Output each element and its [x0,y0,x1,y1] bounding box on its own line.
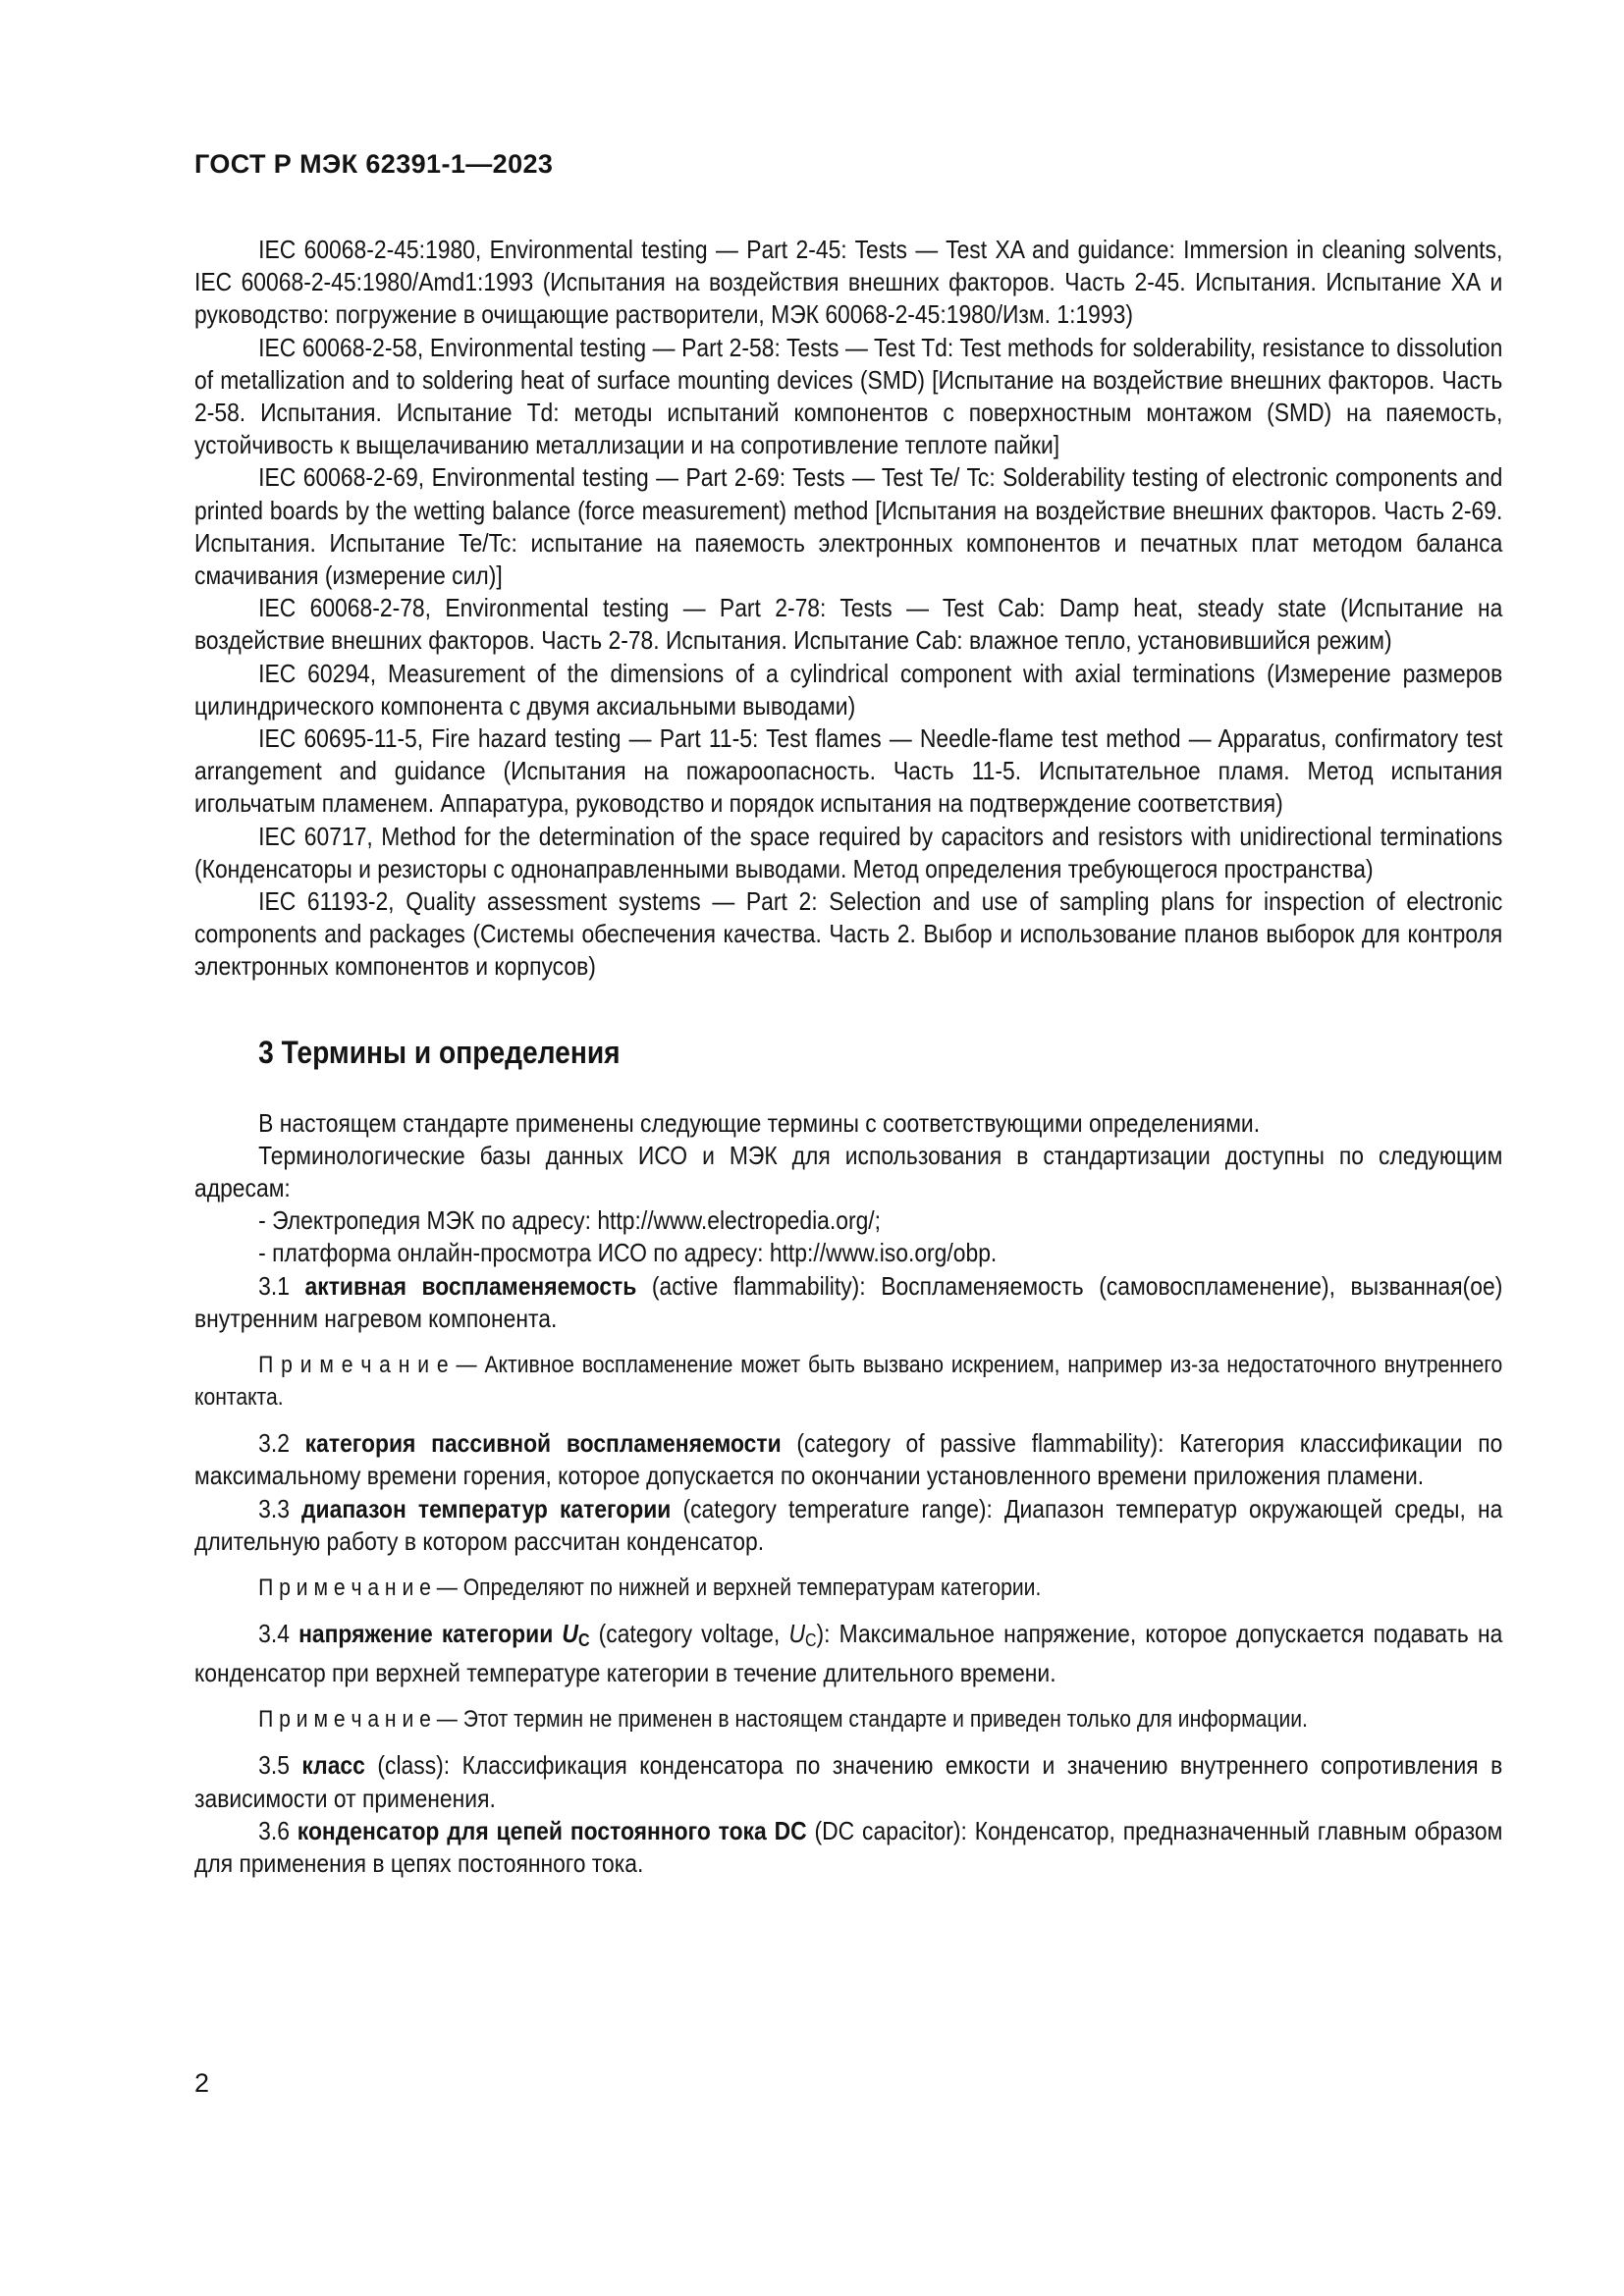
text-segment-b: напряжение категории [298,1618,563,1648]
text-segment: IEC 60695-11-5, Fire hazard testing — Part 11-5: Test flames — Needle-flame test method — Apparatus, confirmatory test arrangement and guidance (Испытания на пожароопасность. Часть 11-5. Испытательное пламя. Метод испытания игольчатым пламенем. Аппаратура, руководство и порядок испытания на подтверждение соответствия) [194,723,1503,819]
text-segment: (category temperature range): Диапазон температур окружающей среды, на длительную работу в котором рассчитан конденсатор. [194,1493,1503,1556]
text-segment: IEC 60294, Measurement of the dimensions of a cylindrical component with axial terminations (Измерение размеров цилиндрического компонента с двумя аксиальными выводами) [194,658,1503,721]
text-segment-i: U [788,1618,805,1648]
text-segment: — Определяют по нижней и верхней температурам категории. [430,1574,1042,1601]
text-segment-b: активная воспламеняемость [304,1270,637,1301]
text-segment: IEC 60068-2-45:1980, Environmental testing — Part 2-45: Tests — Test XA and guidance: Immersion in cleaning solvents, IEC 60068-2-45:1980/Amd1:1993 (Испытания на воздействия внешних факторов. Часть 2-45. Испытания. Испытание ХА и руководство: погружение в очищающие растворители, МЭК 60068-2-45:1980/Изм. 1:1993) [194,235,1503,330]
text-segment: — Активное воспламенение может быть вызвано искрением, например из-за недостаточного внутреннего контакта. [194,1352,1503,1412]
text-segment: IEC 60068-2-58, Environmental testing — Part 2-58: Tests — Test Td: Test methods for solderability, resistance to dissolution of metallization and to soldering heat of surface mounting devices (SMD) [Испытание на воздействие внешних факторов. Часть 2-58. Испытания. Испытание Td: методы испытаний компонентов с поверхностным монтажом (SMD) на паяемость, устойчивость к выщелачиванию металлизации и на сопротивление теплоте пайки] [194,332,1503,460]
list-item [194,1237,1502,1269]
text-segment: П р и м е ч а н и е [258,1352,449,1379]
text-segment: (active flammability): Воспламеняемость (самовоспламенение), вызванная(ое) внутренним нагревом компонента. [194,1270,1503,1333]
reference-paragraph [194,821,1502,885]
reference-paragraph [194,332,1502,462]
text-segment-b: конденсатор для цепей постоянного тока DC [297,1815,807,1845]
text-segment: 3 Термины и определения [258,1034,621,1070]
text-segment: 3.1 [258,1270,305,1301]
text-segment: 3.6 [258,1815,298,1845]
text-segment: (class): Классификация конденсатора по значению емкости и значению внутреннего сопротивления в зависимости от применения. [194,1750,1503,1813]
term-definition-paragraph [194,1427,1502,1492]
text-segment: 3.5 [258,1750,302,1781]
note-paragraph [194,1703,1502,1735]
reference-paragraph [194,722,1502,821]
section-heading [194,1035,1502,1070]
text-segment-b: диапазон температур категории [301,1493,672,1523]
text-segment-sub: C [804,1629,817,1650]
text-segment-b-sub: C [577,1629,590,1650]
term-definition-paragraph [194,1618,1502,1689]
body-paragraph [194,1107,1502,1140]
text-segment: (category of passive flammability): Категория классификации по максимальному времени горения, которое допускается по окончании установленного времени приложения пламени. [194,1428,1503,1491]
term-definition-paragraph [194,1815,1502,1880]
text-segment: 3.2 [258,1428,305,1459]
page-number: 2 [194,2068,210,2098]
text-segment: - платформа онлайн-просмотра ИСО по адресу: http://www.iso.org/obp. [258,1238,998,1268]
text-segment: (category voltage, [589,1618,789,1648]
document-content [194,234,1502,1880]
text-segment: — Этот термин не применен в настоящем стандарте и приведен только для информации. [430,1706,1308,1734]
text-segment: П р и м е ч а н и е [258,1574,431,1601]
text-segment: IEC 60068-2-78, Environmental testing — Part 2-78: Tests — Test Cab: Damp heat, steady state (Испытание на воздействие внешних факторов. Часть 2-78. Испытания. Испытание Cab: влажное тепло, установившийся режим) [194,593,1503,656]
list-item [194,1204,1502,1237]
text-segment: Терминологические базы данных ИСО и МЭК для использования в стандартизации доступны по следующим адресам: [194,1140,1503,1203]
text-segment-b: категория пассивной воспламеняемости [304,1428,782,1459]
text-segment: IEC 61193-2, Quality assessment systems — Part 2: Selection and use of sampling plans for inspection of electronic components and packages (Системы обеспечения качества. Часть 2. Выбор и использование планов выборок для контроля электронных компонентов и корпусов) [194,886,1503,982]
text-segment: IEC 60068-2-69, Environmental testing — Part 2-69: Tests — Test Te/ Tc: Solderability testing of electronic components and printed boards by the wetting balance (force measurement) method [Испытания на воздействие внешних факторов. Часть 2-69. Испытания. Испытание Te/Tc: испытание на паяемость электронных компонентов и печатных плат методом баланса смачивания (измерение сил)] [194,462,1503,591]
body-paragraph [194,1140,1502,1204]
note-paragraph [194,1572,1502,1604]
text-segment-b: класс [301,1750,365,1781]
reference-paragraph [194,592,1502,657]
text-segment: 3.3 [258,1493,302,1523]
reference-paragraph [194,234,1502,332]
text-segment-bi: U [562,1618,578,1648]
reference-paragraph [194,461,1502,592]
term-definition-paragraph [194,1749,1502,1814]
term-definition-paragraph [194,1270,1502,1335]
note-paragraph [194,1349,1502,1414]
text-segment: ): Максимальное напряжение, которое допускается подавать на конденсатор при верхней температуре категории в течение длительного времени. [194,1618,1503,1688]
running-header: ГОСТ Р МЭК 62391-1—2023 [194,149,554,179]
term-definition-paragraph [194,1493,1502,1558]
reference-paragraph [194,658,1502,722]
text-segment: (DC capacitor): Конденсатор, предназначенный главным образом для применения в цепях постоянного тока. [194,1815,1503,1878]
reference-paragraph [194,885,1502,984]
text-segment: 3.4 [258,1618,299,1648]
text-segment: IEC 60717, Method for the determination of the space required by capacitors and resistors with unidirectional terminations (Конденсаторы и резисторы с однонаправленными выводами. Метод определения требующегося пространства) [194,821,1503,883]
text-segment: П р и м е ч а н и е [258,1706,431,1734]
text-segment: - Электропедия МЭК по адресу: http://www.electropedia.org/; [258,1205,882,1236]
text-segment: В настоящем стандарте применены следующие термины с соответствующими определениями. [258,1107,1261,1138]
